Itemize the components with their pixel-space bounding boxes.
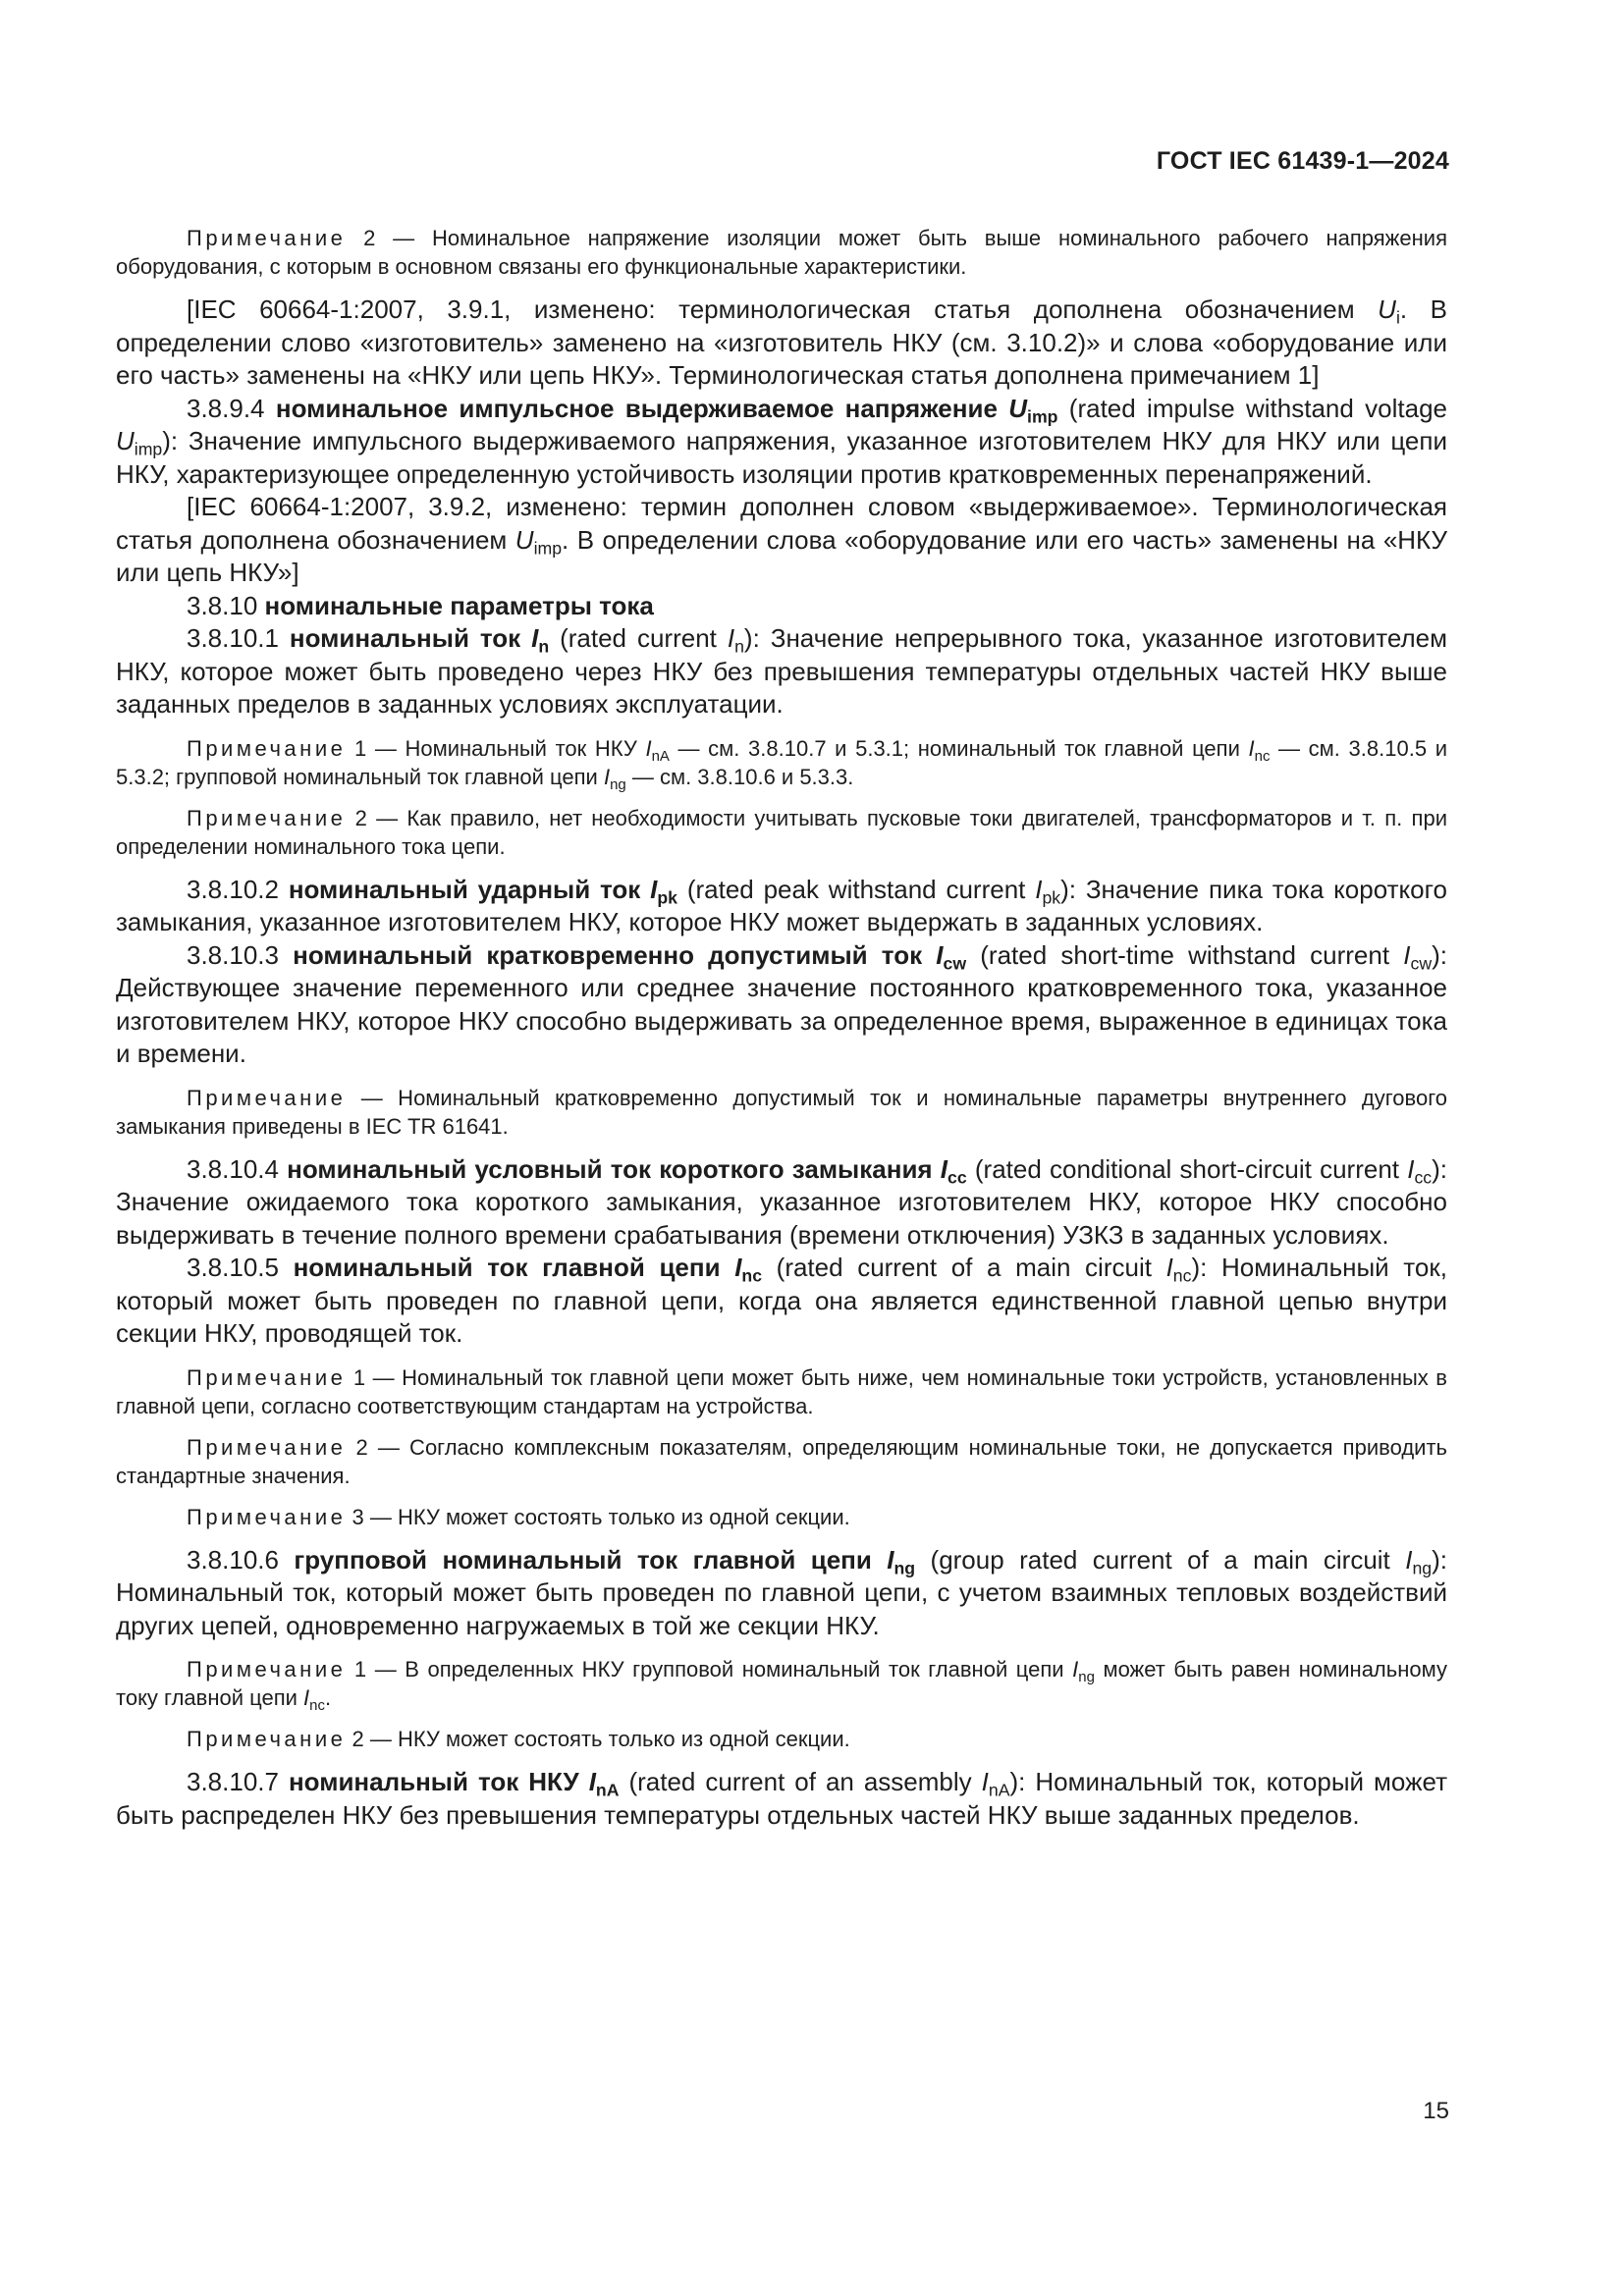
symbol: U <box>116 426 135 455</box>
symbol-subscript: cc <box>1414 1167 1433 1188</box>
symbol-subscript: nc <box>741 1265 763 1286</box>
symbol-subscript: cw <box>1410 953 1433 974</box>
symbol-subscript: n <box>538 636 550 657</box>
clause-3-8-10-2 <box>116 874 1447 939</box>
note-group-current-1 <box>116 1655 1447 1712</box>
symbol: I <box>1407 1153 1415 1184</box>
note-number: 1 <box>353 1657 367 1682</box>
symbol: I <box>650 874 658 904</box>
document-body <box>116 224 1447 1832</box>
symbol-subscript: imp <box>533 538 563 559</box>
note-text: — см. 3.8.10.7 и 5.3.1; номинальный ток главной цепи <box>669 735 1249 761</box>
clause-text: (group rated current of a main circuit <box>915 1544 1406 1575</box>
symbol: I <box>588 1767 596 1796</box>
ref-text: . В определении слово «изготовитель» заменено на «изготовитель НКУ (см. 3.10.2)» и слова «оборудование или его часть» заменены на «НКУ или цепь НКУ». Терминологическая статья дополнена примечанием 1] <box>116 294 1447 390</box>
symbol-subscript: nA <box>651 747 670 765</box>
clause-term: групповой номинальный ток главной цепи <box>294 1544 888 1575</box>
symbol-subscript: nA <box>988 1780 1010 1800</box>
clause-3-8-10 <box>116 590 1447 623</box>
clause-number: 3.8.10.2 <box>187 874 289 904</box>
note-text: — НКУ может состоять только из одной секции. <box>363 1727 850 1751</box>
note-text: — см. 3.8.10.6 и 5.3.3. <box>625 764 854 789</box>
clause-number: 3.8.10 <box>187 590 265 620</box>
note-number: 3 <box>352 1504 364 1529</box>
clause-text: ): Значение ожидаемого тока короткого замыкания, указанное изготовителем НКУ, которое НКУ способно выдерживать в течение полного времени срабатывания (времени отключения) УЗКЗ в заданных условиях. <box>116 1153 1447 1250</box>
clause-text: ): Значение пика тока короткого замыкания, указанное изготовителем НКУ, которое НКУ может выдержать в заданных условиях. <box>116 874 1447 936</box>
clause-3-8-10-6 <box>116 1544 1447 1643</box>
note-internal-arc <box>116 1084 1447 1141</box>
ref-text: [IEC 60664-1:2007, 3.9.1, изменено: терминологическая статья дополнена обозначением <box>187 294 1379 324</box>
note-number: 2 <box>354 805 367 830</box>
symbol-subscript: imp <box>1027 406 1058 427</box>
note-main-circuit-2 <box>116 1433 1447 1490</box>
note-text: — Номинальное напряжение изоляции может быть выше номинального рабочего напряжения оборудования, с которым в основном связаны его функциональные характеристики. <box>116 226 1447 279</box>
symbol: U <box>1008 393 1028 423</box>
clause-text: (rated current of a main circuit <box>762 1253 1166 1282</box>
symbol: I <box>887 1544 894 1575</box>
clause-term: номинальное импульсное выдерживаемое напряжение <box>275 393 1009 423</box>
symbol-subscript: ng <box>610 775 626 793</box>
note-text: . <box>324 1685 332 1710</box>
clause-3-8-9-4 <box>116 393 1447 492</box>
note-text: — Номинальный ток НКУ <box>366 735 646 761</box>
clause-text: (rated peak withstand current <box>677 874 1036 904</box>
ref-text: . В определении слова «оборудование или его часть» заменены на «НКУ или цепь НКУ»] <box>116 524 1448 587</box>
clause-text: ): Номинальный ток, который может быть проведен по главной цепи, с учетом взаимных тепловых воздействий других цепей, одновременно нагружаемых в той же секции НКУ. <box>116 1544 1447 1640</box>
clause-term: номинальный кратковременно допустимый ток <box>293 939 937 970</box>
clause-text: ): Значение импульсного выдерживаемого напряжения, указанное изготовителем НКУ для НКУ или цепи НКУ, характеризующее определенную устойчивость изоляции против кратковременных перенапряжений. <box>116 426 1447 489</box>
note-text: — НКУ может состоять только из одной секции. <box>363 1504 850 1529</box>
clause-3-8-10-7 <box>116 1766 1447 1832</box>
symbol: I <box>1035 874 1043 904</box>
clause-number: 3.8.10.7 <box>187 1767 289 1796</box>
symbol: I <box>734 1253 742 1282</box>
note-starting-currents <box>116 804 1447 861</box>
note-text: может быть равен номинальному току главной цепи <box>116 1657 1447 1710</box>
clause-text: ): Номинальный ток, который может быть распределен НКУ без превышения температуры отдельных частей НКУ выше заданных пределов. <box>116 1767 1447 1830</box>
symbol: I <box>981 1767 989 1796</box>
note-text: — Согласно комплексным показателям, определяющим номинальные токи, не допускается приводить стандартные значения. <box>116 1434 1447 1488</box>
symbol: I <box>303 1685 310 1710</box>
clause-number: 3.8.10.5 <box>187 1253 294 1282</box>
symbol: U <box>514 524 534 555</box>
note-text: — см. 3.8.10.5 и 5.3.2; групповой номинальный ток главной цепи <box>116 735 1447 789</box>
clause-text: (rated current <box>549 623 728 653</box>
symbol-subscript: nc <box>1254 747 1271 765</box>
note-main-circuit-3 <box>116 1503 1447 1531</box>
note-group-current-2 <box>116 1725 1447 1753</box>
clause-text: ): Действующее значение переменного или среднее значение постоянного кратковременного тока, указанное изготовителем НКУ, которое НКУ способно выдерживать за определенное время, выраженное в единицах тока и времени. <box>116 939 1447 1068</box>
symbol-subscript: pk <box>1042 887 1061 908</box>
symbol-subscript: ng <box>893 1558 916 1578</box>
clause-text: (rated short-time withstand current <box>966 939 1404 970</box>
symbol: I <box>645 735 652 761</box>
clause-3-8-10-1 <box>116 622 1447 721</box>
iec-reference-3-9-2 <box>116 491 1447 590</box>
note-text: — Как правило, нет необходимости учитывать пусковые токи двигателей, трансформаторов и т. п. при определении номинального тока цепи. <box>116 805 1447 859</box>
iec-reference-3-9-1 <box>116 294 1447 393</box>
note-text: — Номинальный кратковременно допустимый ток и номинальные параметры внутреннего дугового замыкания приведены в IEC TR 61641. <box>116 1085 1447 1139</box>
symbol: I <box>936 939 944 970</box>
symbol: I <box>940 1153 948 1184</box>
symbol-subscript: i <box>1395 307 1400 328</box>
clause-3-8-10-5 <box>116 1252 1447 1351</box>
note-insulation-voltage <box>116 224 1447 281</box>
clause-3-8-10-4 <box>116 1153 1447 1253</box>
note-label: Примечание <box>187 1657 347 1682</box>
note-number: 2 <box>352 1727 364 1751</box>
clause-number: 3.8.10.6 <box>187 1544 295 1575</box>
note-label: Примечание <box>187 805 347 830</box>
clause-text: (rated impulse withstand voltage <box>1057 393 1448 423</box>
symbol: I <box>1072 1657 1079 1682</box>
note-label: Примечание <box>187 226 347 250</box>
symbol-subscript: imp <box>134 439 163 459</box>
symbol: U <box>1378 294 1396 324</box>
clause-number: 3.8.9.4 <box>187 393 276 423</box>
symbol-subscript: n <box>734 636 744 657</box>
clause-term: номинальный ток <box>289 623 532 653</box>
symbol: I <box>1403 939 1411 970</box>
note-number: 1 <box>353 735 367 761</box>
note-label: Примечание <box>187 1504 347 1529</box>
symbol: I <box>1248 735 1255 761</box>
ref-text: [IEC 60664-1:2007, 3.9.2, изменено: термин дополнен словом «выдерживаемое». Терминологическая статья дополнена обозначением <box>116 492 1447 555</box>
clause-number: 3.8.10.3 <box>187 939 294 970</box>
symbol: I <box>1405 1544 1413 1575</box>
symbol-subscript: ng <box>1412 1558 1433 1578</box>
clause-term: номинальный ток НКУ <box>288 1767 589 1796</box>
clause-term: номинальный условный ток короткого замыкания <box>287 1153 941 1184</box>
symbol: I <box>727 623 735 653</box>
note-number: 1 <box>352 1364 366 1390</box>
symbol-subscript: nc <box>1172 1265 1192 1286</box>
symbol-subscript: cw <box>943 953 967 974</box>
note-label: Примечание <box>187 1085 347 1110</box>
page-number: 15 <box>1423 2098 1449 2124</box>
note-label: Примечание <box>187 1434 347 1460</box>
symbol-subscript: ng <box>1078 1668 1095 1685</box>
standard-header: ГОСТ IEC 61439-1—2024 <box>1156 147 1449 175</box>
note-main-circuit-1 <box>116 1363 1447 1420</box>
clause-number: 3.8.10.4 <box>187 1153 288 1184</box>
note-text: — Номинальный ток главной цепи может быть ниже, чем номинальные токи устройств, установленных в главной цепи, согласно соответствующим стандартам на устройства. <box>116 1364 1447 1418</box>
symbol: I <box>531 623 539 653</box>
clause-3-8-10-3 <box>116 939 1447 1071</box>
note-rated-currents <box>116 734 1447 791</box>
note-label: Примечание <box>187 1727 347 1751</box>
note-label: Примечание <box>187 1364 347 1390</box>
symbol-subscript: nc <box>309 1696 325 1714</box>
clause-term: номинальные параметры тока <box>264 590 654 620</box>
symbol: I <box>603 764 611 789</box>
symbol: I <box>1165 1253 1173 1282</box>
note-number: 2 <box>355 1434 368 1460</box>
symbol-subscript: nA <box>595 1780 620 1800</box>
clause-text: (rated conditional short-circuit current <box>966 1153 1408 1184</box>
clause-number: 3.8.10.1 <box>187 623 290 653</box>
clause-text: ): Номинальный ток, который может быть проведен по главной цепи, когда она является единственной главной цепью внутри секции НКУ, проводящей ток. <box>116 1253 1447 1348</box>
note-number: 2 <box>363 226 376 250</box>
clause-text: (rated current of an assembly <box>619 1767 982 1796</box>
note-text: — В определенных НКУ групповой номинальный ток главной цепи <box>366 1657 1073 1682</box>
clause-text: ): Значение непрерывного тока, указанное изготовителем НКУ, которое может быть проведено через НКУ без превышения температуры отдельных частей НКУ выше заданных пределов в заданных условиях эксплуатации. <box>116 623 1448 719</box>
clause-term: номинальный ток главной цепи <box>293 1253 735 1282</box>
symbol-subscript: cc <box>947 1167 967 1188</box>
clause-term: номинальный ударный ток <box>288 874 651 904</box>
note-label: Примечание <box>187 735 347 761</box>
symbol-subscript: pk <box>657 887 678 908</box>
